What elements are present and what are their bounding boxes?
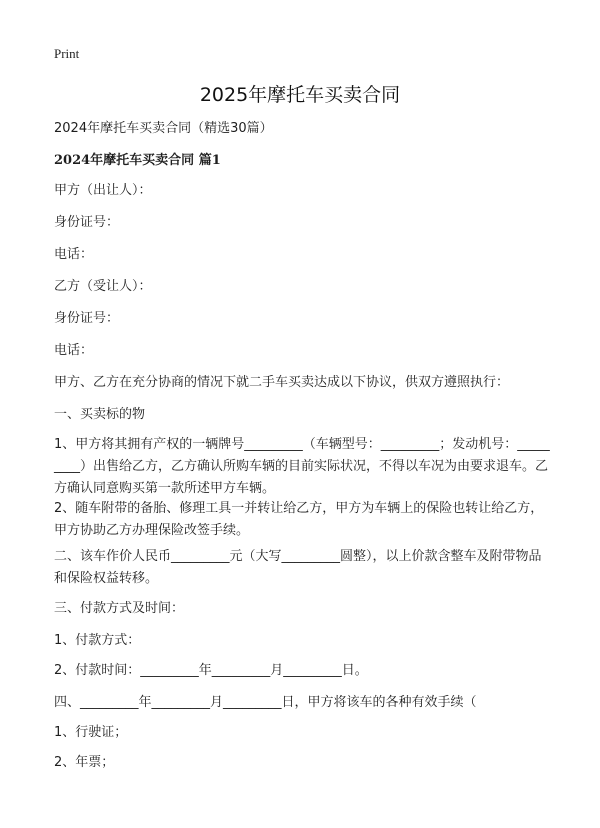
party-a-line: 甲方（出让人）： xyxy=(54,183,152,198)
section-4-item-1: 1、行驶证； xyxy=(54,725,128,740)
party-a-phone-line: 电话： xyxy=(54,247,94,262)
section-4-item-2: 2、年票； xyxy=(54,755,115,770)
print-label: Print xyxy=(54,46,80,61)
section-3-payment-time: 2、付款时间：_________年_________月_________日。 xyxy=(54,663,368,678)
intro-paragraph: 甲方、乙方在充分协商的情况下就二手车买卖达成以下协议，供双方遵照执行： xyxy=(54,375,510,390)
section-1-clause-2: 2、随车附带的备胎、修理工具一并转让给乙方，甲方为车辆上的保险也转让给乙方，甲方协助乙方办理保险改签手续。 xyxy=(54,501,544,538)
party-b-id-line: 身份证号： xyxy=(54,311,120,326)
party-b-line: 乙方（受让人）： xyxy=(54,279,152,294)
section-3-title: 三、付款方式及时间： xyxy=(54,601,185,616)
section-2-price: 二、该车作价人民币_________元（大写_________圆整），以上价款含整车及附带物品和保险权益转移。 xyxy=(54,549,542,586)
section-4-handover: 四、_________年_________月_________日，甲方将该车的各种有效手续（ xyxy=(54,695,477,710)
section-1-title: 一、买卖标的物 xyxy=(54,407,146,422)
document-title: 2025年摩托车买卖合同 xyxy=(199,84,401,106)
party-a-id-line: 身份证号： xyxy=(54,215,120,230)
party-b-phone-line: 电话： xyxy=(54,343,94,358)
section-3-payment-method: 1、付款方式： xyxy=(54,633,141,648)
document-subtitle: 2024年摩托车买卖合同（精选30篇） xyxy=(54,121,273,136)
section-1-clause-1: 1、甲方将其拥有产权的一辆牌号_________（车辆型号：_________；发动机号：_________）出售给乙方，乙方确认所购车辆的目前实际状况，不得以车况为由要求退车。乙方确认同意购买第一款所述甲方车辆。 xyxy=(54,437,550,496)
section-heading: 2024年摩托车买卖合同 篇1 xyxy=(54,153,221,168)
